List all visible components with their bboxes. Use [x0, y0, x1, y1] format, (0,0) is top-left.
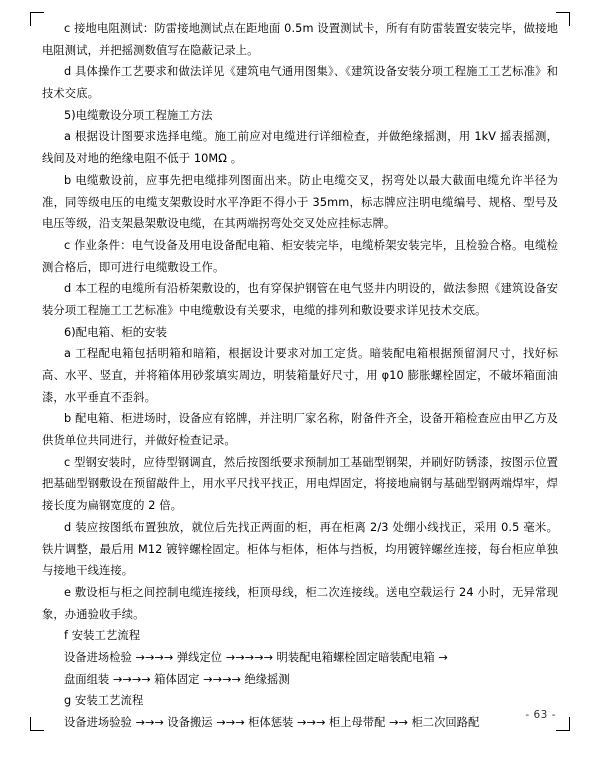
paragraph: b 配电箱、柜进场时，设备应有铭牌，并注明厂家名称，附备件齐全，设备开箱检查应由甲乙方及供货单位共同进行，并做好检查记录。	[42, 412, 558, 448]
paragraph: 5)电缆敷设分项工程施工方法	[64, 108, 213, 122]
paragraph: b 电缆敷设前，应事先把电缆排列图面出来。防止电缆交叉，拐弯处以最大截面电缆允许半径为准，同等级电压的电缆支架敷设时水平净距不得小于 35mm，标志牌应注明电缆编号、规格、型号及电压等级，沿支架悬架敷设电缆，在其两端拐弯处交叉处应挂标志牌。	[42, 173, 558, 231]
paragraph: c 型钢安装时，应待型钢调直，然后按图纸要求预制加工基础型钢架，并刷好防锈漆，按图示位置把基础型钢敷设在预留敲件上，用水平尺找平找正，用电焊固定，将接地扁钢与基础型钢两端焊牢，焊接长度为扁钢宽度的 2 倍。	[42, 455, 558, 513]
paragraph: f 安装工艺流程	[64, 629, 141, 643]
crop-mark-top-left	[30, 12, 44, 26]
paragraph: c 接地电阻测试：防雷接地测试点在距地面 0.5m 设置测试卡，所有有防雷装置安装完毕，做接地电阻测试，并把摇测数值写在隐蔽记录上。	[42, 22, 558, 57]
crop-mark-top-right	[556, 12, 570, 26]
paragraph: a 工程配电箱包括明箱和暗箱，根据设计要求对加工定货。暗装配电箱根据预留洞尺寸，找好标高、水平、竖直，并将箱体用砂浆填实周边，明装箱量好尺寸，用 φ10 膨胀螺栓固定，不破坏箱面油漆，水平垂直不歪斜。	[42, 347, 558, 404]
paragraph: e 敷设柜与柜之间控制电缆连接线，柜顶母线，柜二次连接线。送电空载运行 24 小时，无异常现象，办通验收手续。	[42, 585, 558, 621]
paragraph: d 装应按图纸布置独放，就位后先找正两面的柜，再在柜离 2/3 处绷小线找正，采用 0.5 毫米。铁片调整，最后用 M12 镀锌螺栓固定。柜体与柜体，柜体与挡板，均用镀锌螺丝连接，每台柜应单独与接地干线连接。	[42, 520, 558, 578]
process-flow-line: 设备进场验验 →→→ 设备搬运 →→→ 柜体惩装 →→→ 柜上母带配 →→ 柜二次回路配	[64, 716, 480, 729]
crop-mark-bottom-left	[30, 717, 44, 731]
paragraph: d 具体操作工艺要求和做法详见《建筑电气通用图集》、《建筑设备安装分项工程施工工艺标准》和技术交底。	[42, 65, 558, 101]
document-body	[42, 18, 558, 734]
paragraph: a 根据设计图要求选择电缆。施工前应对电缆进行详细检查，并做绝缘摇测，用 1kV 摇表摇测，线间及对地的绝缘电阻不低于 10MΩ 。	[42, 130, 558, 166]
process-flow-line: 设备进场检验 →→→→ 弹线定位 →→→→→ 明装配电箱螺栓固定暗装配电箱 →	[64, 650, 448, 664]
crop-mark-bottom-right	[556, 717, 570, 731]
paragraph: c 作业条件：电气设备及用电设备配电箱、柜安装完毕，电缆桥架安装完毕，且检验合格。电缆检测合格后，即可进行电缆敷设工作。	[42, 238, 558, 274]
paragraph: g 安装工艺流程	[64, 694, 144, 708]
paragraph: 6)配电箱、柜的安装	[64, 325, 167, 339]
process-flow-line: 盘面组装 →→→→ 箱体固定 →→→→ 绝缘摇测	[64, 672, 290, 686]
page-number: - 63 -	[525, 709, 556, 721]
paragraph: d 本工程的电缆所有沿桥架敷设的，也有穿保护钢管在电气竖井内明设的，做法参照《建筑设备安装分项工程施工工艺标准》中电缆敷设有关要求，电缆的排列和敷设要求详见技术交底。	[42, 282, 558, 317]
